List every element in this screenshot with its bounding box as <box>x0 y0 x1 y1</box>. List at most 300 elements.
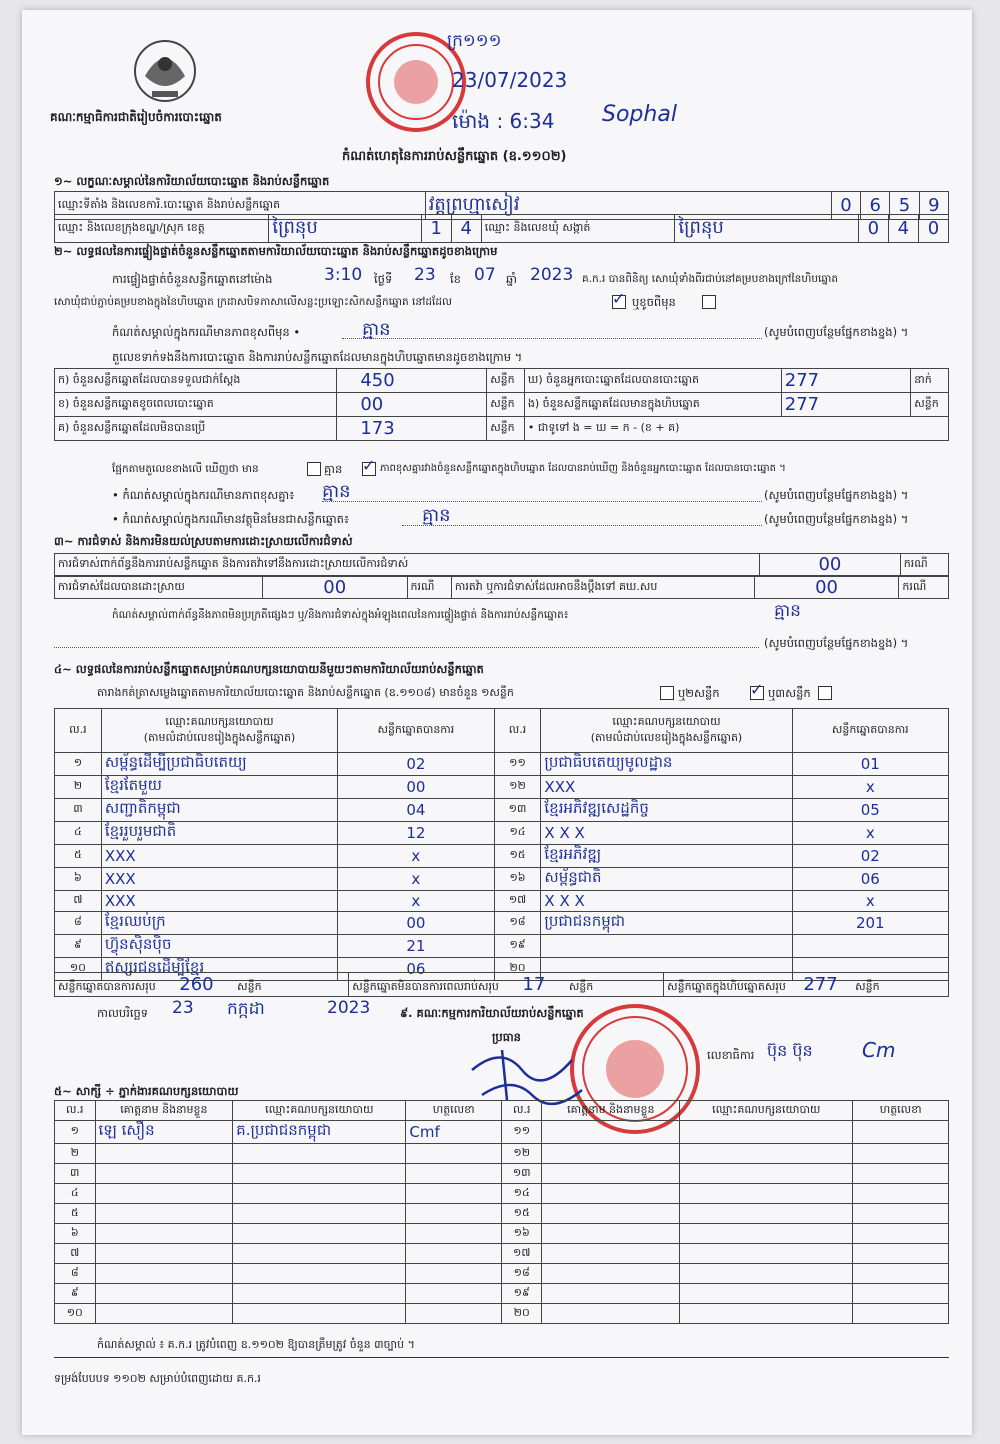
party-no: ១៥ <box>494 845 541 868</box>
witness-signature-handwritten: Cmf <box>409 1123 440 1141</box>
day-label: ថ្ងៃទី <box>374 272 393 286</box>
objections-table <box>54 553 949 576</box>
total-valid-label: សន្លឹកឆ្នោតបានការសរុប <box>58 979 156 993</box>
party-name <box>101 912 337 935</box>
total-invalid-cell <box>349 973 664 997</box>
party-name <box>101 845 337 868</box>
party-no: ១៦ <box>494 868 541 891</box>
party-votes-handwritten: 00 <box>406 914 426 932</box>
broken-label: ឬខូចពីមុន <box>632 295 676 309</box>
count-c-value: 173 <box>360 418 395 439</box>
party-votes <box>338 799 494 822</box>
witness-name <box>95 1164 233 1184</box>
party-name-handwritten: XXX <box>104 892 136 910</box>
witness-party <box>680 1224 853 1244</box>
objections-table-row2 <box>54 576 949 599</box>
party-name <box>541 868 792 891</box>
witness-col-name-left: គោត្តនាម និងនាមខ្លួន <box>95 1101 233 1121</box>
appeal-value: 00 <box>815 577 839 598</box>
total-box-value: 277 <box>803 973 838 995</box>
nec-emblem-logo <box>130 36 200 106</box>
party-name-handwritten: សម្ព័ន្ធជាតិ <box>544 868 602 886</box>
compare-label: ផ្អែកតាមតួលេខខាងលើ ឃើញថា មាន <box>112 463 259 475</box>
witness-signature <box>853 1304 949 1324</box>
party-votes-handwritten: 06 <box>860 870 880 888</box>
witness-body <box>55 1121 949 1324</box>
witness-signature <box>853 1284 949 1304</box>
witness-party <box>233 1164 406 1184</box>
party-name <box>541 776 792 799</box>
party-name <box>541 753 792 776</box>
party-votes <box>792 822 948 845</box>
party-votes-handwritten: 02 <box>860 847 880 865</box>
witness-signature <box>853 1204 949 1224</box>
witness-party <box>233 1184 406 1204</box>
party-name-handwritten: XXX <box>104 847 136 865</box>
party-name <box>101 776 337 799</box>
party-name-handwritten: ខ្មែរអភិវឌ្ឍ <box>544 845 602 863</box>
witness-col-party-right: ឈ្មោះគណបក្សនយោបាយ <box>680 1101 853 1121</box>
witness-name <box>542 1164 680 1184</box>
witness-name <box>542 1264 680 1284</box>
witness-party <box>680 1164 853 1184</box>
annotation-signature: Sophal <box>602 102 677 127</box>
party-votes <box>792 891 948 912</box>
party-name-handwritten: ប្រជាជនកម្ពុជា <box>544 912 626 930</box>
table-row <box>55 845 949 868</box>
count-d-unit: នាក់ <box>911 369 949 393</box>
witness-name <box>95 1121 233 1144</box>
office-digit-2: 6 <box>869 195 881 216</box>
section2-title: ២~ លទ្ធផលនៃការផ្ទៀងផ្ទាត់ចំនួនសន្លឹកឆ្នោតតាមការិយាល័យបោះឆ្នោត និងរាប់សន្លឹកឆ្នោតដូចខាងក្រោម <box>54 244 498 258</box>
location-label: ឈ្មោះទីតាំង និងលេខការិ.បោះឆ្នោត និងរាប់សន្លឹកឆ្នោត <box>55 192 426 220</box>
party-votes-handwritten: x <box>865 892 875 910</box>
party-no: ៩ <box>55 935 102 958</box>
party-votes <box>792 799 948 822</box>
witness-name <box>542 1284 680 1304</box>
witness-name <box>542 1144 680 1164</box>
org-name: គណៈកម្មាធិការជាតិរៀបចំការបោះឆ្នោត <box>50 110 222 124</box>
irregularity-note-label: កំណត់សម្គាល់ពាក់ព័ន្ធនឹងភាពមិនប្រក្រតីផ្សេងៗ ឬ/និងការជំទាស់ក្នុងអំឡុងពេលនៃការផ្ទៀងផ្ទាត់ និងការរាប់សន្លឹកឆ្នោត៖ <box>112 609 569 621</box>
party-votes <box>338 868 494 891</box>
witness-name <box>95 1144 233 1164</box>
date-day: 23 <box>172 998 194 1018</box>
checkmark-icon: ✓ <box>612 289 626 308</box>
table-row <box>55 1224 949 1244</box>
party-no: ៨ <box>55 912 102 935</box>
witness-name <box>542 1204 680 1224</box>
party-votes-handwritten: x <box>411 892 421 910</box>
witness-col-party-left: ឈ្មោះគណបក្សនយោបាយ <box>233 1101 406 1121</box>
difference-note-value: គ្មាន <box>362 319 391 340</box>
resolved-unit: ករណី <box>407 577 451 599</box>
party-name-handwritten: ហ៊្វុនស៊ិនប៉ិច <box>104 935 172 953</box>
witness-no: ២០ <box>501 1304 542 1324</box>
office-digit-3: 5 <box>898 195 911 216</box>
location-value: វត្តព្រហ្មាសៀវ <box>428 194 520 215</box>
witness-no: ១១ <box>501 1121 542 1144</box>
date-label: កាលបរិច្ឆេទ <box>97 1006 149 1020</box>
witness-signature <box>406 1204 502 1224</box>
witness-signature <box>406 1121 502 1144</box>
witness-party <box>680 1121 853 1144</box>
count-c-unit: សន្លឹក <box>487 417 525 441</box>
col-party-label-right: ឈ្មោះគណបក្សនយោបាយ <box>612 714 721 728</box>
party-name-handwritten: ខ្មែរអភិវឌ្ឍសេដ្ឋកិច្ច <box>544 799 649 817</box>
witness-name <box>95 1284 233 1304</box>
irregularity-note-value: គ្មាន <box>774 601 801 621</box>
section3-fill-more: (សូមបំពេញបន្ថែមផ្នែកខាងខ្នង) ។ <box>764 636 909 650</box>
section4-title: ៤~ លទ្ធផលនៃការរាប់សន្លឹកឆ្នោតសម្រាប់គណបក្សនយោបាយនីមួយៗតាមការិយាល័យរាប់សន្លឹកឆ្នោត <box>54 662 484 676</box>
office-digit-4: 9 <box>928 195 940 216</box>
party-votes-handwritten: 02 <box>406 755 426 773</box>
col-votes-left: សន្លឹកឆ្នោតបានការ <box>338 709 494 753</box>
verify-year: 2023 <box>530 265 574 285</box>
total-valid-cell <box>55 973 349 997</box>
witness-party-handwritten: គ.ប្រជាជនកម្ពុជា <box>236 1121 332 1139</box>
objection-label: ការជំទាស់ពាក់ព័ន្ធនឹងការរាប់សន្លឹកឆ្នោត និងការតវ៉ាទៅនឹងការដោះស្រាយលើការជំទាស់ <box>55 554 760 576</box>
witness-no: ១៤ <box>501 1184 542 1204</box>
witness-no: ២ <box>55 1144 96 1164</box>
table-row <box>55 1304 949 1324</box>
appeal-label: ការតវ៉ា ឬការជំទាស់ដែលអាចនឹងប្តឹងទៅ គឃ.សប <box>451 577 754 599</box>
party-votes-handwritten: 00 <box>406 778 426 796</box>
count-e-label: ង) ចំនួនសន្លឹកឆ្នោតដែលមានក្នុងហិបឆ្នោត <box>524 393 781 417</box>
party-name <box>541 912 792 935</box>
party-name-handwritten: ខ្មែររួបរួមជាតិ <box>104 822 177 840</box>
verify-tail: គ.ក.រ បានពិនិត្យ សោឃុំទាំងពីរជាប់នៅគម្របខាងក្រៅនៃហិបឆ្នោត <box>582 273 839 285</box>
witness-party <box>233 1304 406 1324</box>
col-party-left <box>101 709 337 753</box>
party-name-handwritten: XXX <box>104 870 136 888</box>
party-name-handwritten: X X X <box>544 892 585 910</box>
party-no: ១១ <box>494 753 541 776</box>
witness-party <box>233 1121 406 1144</box>
count-e-unit: សន្លឹក <box>911 393 949 417</box>
party-name <box>101 753 337 776</box>
witness-name <box>95 1264 233 1284</box>
resolved-value: 00 <box>323 577 347 598</box>
witness-no: ៥ <box>55 1204 96 1224</box>
no-difference-label: គ្មាន <box>324 462 343 476</box>
party-name-handwritten: X X X <box>544 824 585 842</box>
party-name <box>541 891 792 912</box>
witness-no: ១៦ <box>501 1224 542 1244</box>
checkmark-icon: ✓ <box>362 456 376 475</box>
witness-name <box>542 1304 680 1324</box>
party-name-handwritten: ខ្មែរឈប់ក្រ <box>104 912 166 930</box>
witness-no: ៨ <box>55 1264 96 1284</box>
commune-digit-2: 4 <box>897 218 910 239</box>
party-votes <box>338 776 494 799</box>
party-no: ១៩ <box>494 935 541 958</box>
witness-no: ១៣ <box>501 1164 542 1184</box>
witness-no: ១២ <box>501 1144 542 1164</box>
totals-table <box>54 972 949 997</box>
section3-title: ៣~ ការជំទាស់ និងការមិនយល់ស្របតាមការដោះស្រាយលើការជំទាស់ <box>54 534 353 548</box>
witness-party <box>680 1204 853 1224</box>
party-name <box>101 868 337 891</box>
witness-no: ១ <box>55 1121 96 1144</box>
formula-note: • ជាទូទៅ ង = ឃ = ក - (ខ + គ) <box>524 417 948 441</box>
witness-col-no-right: ល.រ <box>501 1101 542 1121</box>
party-votes <box>338 845 494 868</box>
bullet-fill-more-1: (សូមបំពេញបន្ថែមផ្នែកខាងខ្នង) ។ <box>764 488 909 502</box>
witness-signature <box>853 1244 949 1264</box>
date-month: កក្កដា <box>227 999 265 1019</box>
party-no: ១៨ <box>494 912 541 935</box>
witness-name <box>95 1224 233 1244</box>
witness-name <box>95 1304 233 1324</box>
witness-name <box>95 1204 233 1224</box>
district-digit-1: 1 <box>430 218 442 239</box>
chief-label: ប្រធាន <box>492 1030 521 1044</box>
party-no: ១ <box>55 753 102 776</box>
count-b-value: 00 <box>360 394 384 415</box>
party-no: ១០ <box>55 958 102 981</box>
total-valid-unit: សន្លឹក <box>237 979 262 993</box>
party-no: ១៣ <box>494 799 541 822</box>
appeal-unit: ករណី <box>899 577 949 599</box>
witness-signature <box>853 1264 949 1284</box>
secretary-label: លេខាធិការ <box>707 1048 755 1062</box>
party-name <box>541 845 792 868</box>
witness-no: ១០ <box>55 1304 96 1324</box>
has-difference-checkbox[interactable] <box>307 462 321 476</box>
witness-name <box>95 1184 233 1204</box>
party-name-handwritten: ប្រជាធិបតេយ្យមូលដ្ឋាន <box>544 753 673 771</box>
total-invalid-value: 17 <box>522 973 546 995</box>
annotation-code: ក្រ១១១ <box>447 31 502 51</box>
party-votes <box>792 935 948 958</box>
witness-no: ៩ <box>55 1284 96 1304</box>
col-votes-right: សន្លឹកឆ្នោតបានការ <box>792 709 948 753</box>
bullet-fill-more-2: (សូមបំពេញបន្ថែមផ្នែកខាងខ្នង) ។ <box>764 512 909 526</box>
witness-party <box>233 1144 406 1164</box>
witness-no: ១៧ <box>501 1244 542 1264</box>
witness-party <box>680 1264 853 1284</box>
col-party-sub-right: (តាមលំដាប់លេខរៀងក្នុងសន្លឹកឆ្នោត) <box>590 730 743 744</box>
witness-signature <box>406 1224 502 1244</box>
party-name <box>101 799 337 822</box>
witness-signature <box>853 1121 949 1144</box>
witness-party <box>680 1144 853 1164</box>
witness-party <box>233 1204 406 1224</box>
witness-signature <box>853 1184 949 1204</box>
party-votes-handwritten: 201 <box>855 914 885 932</box>
party-votes-handwritten: 06 <box>406 960 426 978</box>
two-sheet-label: ឬ២សន្លឹក <box>678 686 720 700</box>
witness-no: ១៨ <box>501 1264 542 1284</box>
total-box-cell <box>664 973 949 997</box>
witness-no: ៧ <box>55 1244 96 1264</box>
party-votes-handwritten: 01 <box>860 755 880 773</box>
witness-table <box>54 1100 949 1324</box>
witness-name <box>542 1121 680 1144</box>
witness-signature <box>406 1184 502 1204</box>
party-votes <box>792 776 948 799</box>
verify-month: 07 <box>474 265 496 285</box>
year-label: ឆ្នាំ <box>506 272 517 286</box>
table-row <box>55 1164 949 1184</box>
witness-col-name-right: គោត្តនាម និងនាមខ្លួន <box>542 1101 680 1121</box>
objection-unit: ករណី <box>900 554 948 576</box>
party-votes <box>338 912 494 935</box>
witness-col-no-left: ល.រ <box>55 1101 96 1121</box>
party-results-table <box>54 708 949 981</box>
party-votes <box>338 822 494 845</box>
objection-value: 00 <box>818 554 842 575</box>
count-a-label: ក) ចំនួនសន្លឹកឆ្នោតដែលបានទទួលជាក់ស្តែង <box>55 369 337 393</box>
total-valid-value: 260 <box>179 973 214 995</box>
witness-col-sign-left: ហត្ថលេខា <box>406 1101 502 1121</box>
count-d-value: 277 <box>784 370 820 391</box>
checkmark-icon: ✓ <box>750 680 764 699</box>
party-name <box>541 799 792 822</box>
total-invalid-unit: សន្លឹក <box>568 979 594 993</box>
party-name <box>101 822 337 845</box>
count-c-label: គ) ចំនួនសន្លឹកឆ្នោតដែលមិនបានប្រើ <box>55 417 337 441</box>
party-name <box>101 891 337 912</box>
party-votes-handwritten: 12 <box>406 824 426 842</box>
count-e-value: 277 <box>784 394 820 415</box>
resolved-label: ការជំទាស់ដែលបានដោះស្រាយ <box>55 577 263 599</box>
commune-label: ឈ្មោះ និងលេខឃុំ សង្កាត់ <box>481 215 675 243</box>
section1-title: ១~ លក្ខណៈសម្គាល់នៃការិយាល័យបោះឆ្នោត និងរាប់សន្លឹកឆ្នោត <box>54 174 330 188</box>
committee-label: ៩. គណៈកម្មការការិយាល័យរាប់សន្លឹកឆ្នោត <box>400 1006 584 1020</box>
party-no: ៦ <box>55 868 102 891</box>
one-sheet-checkbox[interactable] <box>660 686 674 700</box>
party-results-body <box>55 753 949 981</box>
witness-col-sign-right: ហត្ថលេខា <box>853 1101 949 1121</box>
party-name-handwritten: XXX <box>544 778 576 796</box>
office-digit-1: 0 <box>840 195 852 216</box>
party-votes <box>792 753 948 776</box>
secretary-name: ប៊ុន ប៊ុន <box>767 1041 813 1060</box>
tally-sheet-label: តារាងកត់ត្រាសម្លេងឆ្នោតតាមការិយាល័យបោះឆ្នោត និងរាប់សន្លឹកឆ្នោត (ឧ.១១០៨) មានចំនួន ១សន្លឹក <box>97 686 514 699</box>
count-b-unit: សន្លឹក <box>487 393 525 417</box>
district-value: ព្រៃនុប <box>272 217 318 238</box>
difference-note-label: កំណត់សម្គាល់ក្នុងករណីមានភាពខុសពីមុន • <box>112 325 301 339</box>
document-page <box>22 10 972 1435</box>
col-party-label-left: ឈ្មោះគណបក្សនយោបាយ <box>165 714 274 728</box>
witness-no: ១៥ <box>501 1204 542 1224</box>
total-invalid-label: សន្លឹកឆ្នោតមិនបានការពេលរាប់សរុប <box>352 979 499 993</box>
count-a-unit: សន្លឹក <box>487 369 525 393</box>
party-votes-handwritten: x <box>865 778 875 796</box>
col-no-right: ល.រ <box>494 709 541 753</box>
annotation-time: ម៉ោង : 6:34 <box>452 109 555 133</box>
counts-table <box>54 368 949 441</box>
witness-signature <box>853 1144 949 1164</box>
district-digit-2: 4 <box>460 218 472 239</box>
witness-party <box>233 1264 406 1284</box>
party-votes-handwritten: 04 <box>406 801 426 819</box>
commune-value: ព្រៃនុប <box>678 217 724 238</box>
verify-time: 3:10 <box>324 265 363 285</box>
party-no: ៤ <box>55 822 102 845</box>
witness-signature <box>406 1164 502 1184</box>
witness-signature <box>853 1164 949 1184</box>
broken-checkbox[interactable] <box>702 295 716 309</box>
witness-name <box>95 1244 233 1264</box>
count-a-value: 450 <box>360 370 395 391</box>
witness-party <box>680 1244 853 1264</box>
section1-table-row2 <box>54 214 949 243</box>
party-votes <box>792 845 948 868</box>
party-votes-handwritten: 05 <box>860 801 880 819</box>
count-b-label: ខ) ចំនួនសន្លឹកឆ្នោតខូចពេលបោះឆ្នោត <box>55 393 337 417</box>
witness-name-handwritten: ឡេ សឿន <box>98 1121 155 1139</box>
district-label: ឈ្មោះ និងលេខក្រុងខណ្ឌ/ស្រុក ខេត្ត <box>55 215 269 243</box>
witness-name <box>542 1184 680 1204</box>
witness-signature <box>406 1264 502 1284</box>
party-votes <box>792 912 948 935</box>
party-no: ២០ <box>494 958 541 981</box>
form-footer: ទម្រង់បែបបទ ១១០២ សម្រាប់បំពេញដោយ គ.ក.រ <box>54 1372 261 1385</box>
total-box-label: សន្លឹកឆ្នោតក្នុងហិបឆ្នោតសរុប <box>667 979 786 993</box>
party-no: ៧ <box>55 891 102 912</box>
witness-no: ១៩ <box>501 1284 542 1304</box>
col-no-left: ល.រ <box>55 709 102 753</box>
party-votes-handwritten: x <box>411 847 421 865</box>
witness-signature <box>406 1304 502 1324</box>
witness-no: ៦ <box>55 1224 96 1244</box>
fill-more-note: (សូមបំពេញបន្ថែមផ្នែកខាងខ្នង) ។ <box>764 325 909 339</box>
count-d-label: ឃ) ចំនួនអ្នកបោះឆ្នោតដែលបានបោះឆ្នោត <box>524 369 781 393</box>
witness-no: ៤ <box>55 1184 96 1204</box>
bullet-difference-label: • កំណត់សម្គាល់ក្នុងករណីមានភាពខុសគ្នា៖ <box>112 488 295 502</box>
party-no: ១៧ <box>494 891 541 912</box>
section5-title: ៥~ សាក្សី ÷ ភ្នាក់ងារគណបក្សនយោបាយ <box>54 1084 239 1098</box>
commune-digit-3: 0 <box>927 218 940 239</box>
table-row <box>55 1144 949 1164</box>
commune-digit-1: 0 <box>867 218 880 239</box>
party-name-handwritten: សញ្ជាតិកម្ពុជា <box>104 799 181 817</box>
date-year: 2023 <box>327 998 371 1018</box>
total-box-unit: សន្លឹក <box>855 979 880 993</box>
table-row <box>55 1244 949 1264</box>
party-votes-handwritten: x <box>865 824 875 842</box>
table-row <box>55 753 949 776</box>
three-sheet-label: ឬ៣សន្លឹក <box>768 686 811 700</box>
form-title: កំណត់ហេតុនៃការរាប់សន្លឹកឆ្នោត (ឧ.១១០២) <box>342 149 567 164</box>
table-row <box>55 935 949 958</box>
col-party-sub-left: (តាមលំដាប់លេខរៀងក្នុងសន្លឹកឆ្នោត) <box>143 730 296 744</box>
verify-line2: សោឃុំជាប់ភ្ជាប់គម្របខាងក្នុងនៃហិបឆ្នោត ក្រដាសបិទភាសាលើសន្លះប្រឡោះសិកសន្លឹកឆ្នោត នៅដដែល <box>54 296 453 308</box>
witness-signature <box>406 1244 502 1264</box>
party-name <box>541 935 792 958</box>
annotation-date: 23/07/2023 <box>452 68 568 92</box>
footnote: កំណត់សម្គាល់ ៖ គ.ក.រ ត្រូវបំពេញ ឧ.១១០២ ឱ្យបានត្រឹមត្រូវ ចំនួន ៣ច្បាប់ ។ <box>97 1338 415 1351</box>
party-no: ១៤ <box>494 822 541 845</box>
table-row <box>55 776 949 799</box>
party-votes <box>338 891 494 912</box>
bullet-difference-value: គ្មាន <box>322 481 351 502</box>
month-label: ខែ <box>450 272 461 286</box>
party-votes <box>338 753 494 776</box>
witness-signature <box>853 1224 949 1244</box>
party-votes-handwritten: 21 <box>406 937 426 955</box>
party-votes <box>792 868 948 891</box>
witness-party <box>233 1244 406 1264</box>
witness-signature <box>406 1284 502 1304</box>
witness-party <box>233 1224 406 1244</box>
three-sheet-checkbox[interactable] <box>818 686 832 700</box>
party-no: ៣ <box>55 799 102 822</box>
bullet-object-value: គ្មាន <box>422 505 451 526</box>
witness-party <box>680 1184 853 1204</box>
